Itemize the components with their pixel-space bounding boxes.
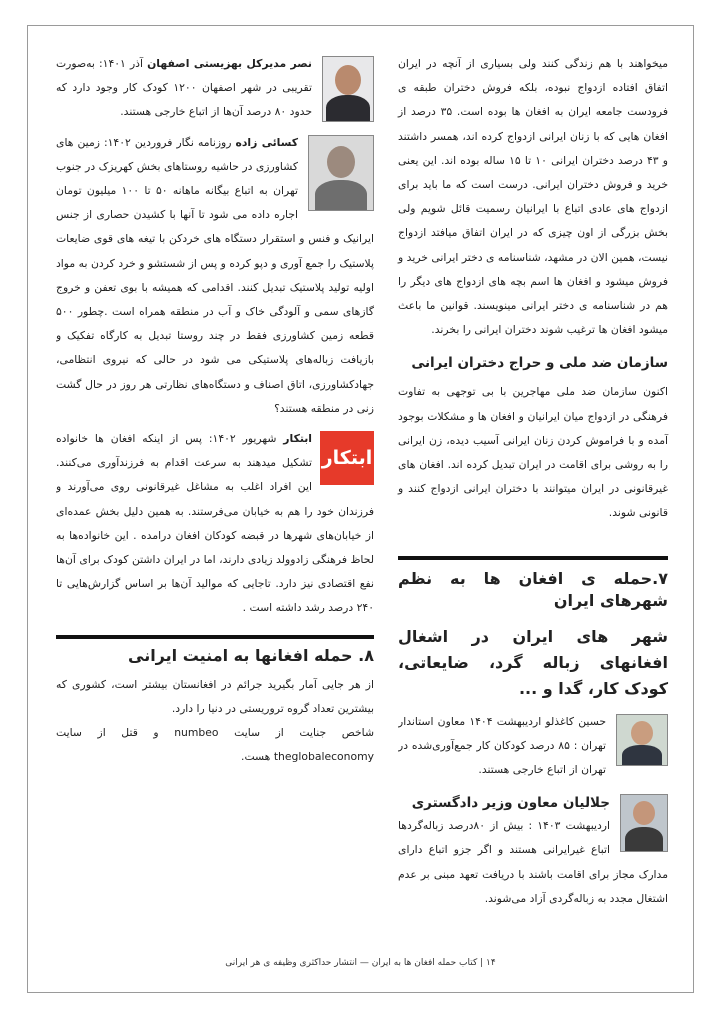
section-8-header (56, 635, 374, 667)
quote-jalalian (398, 790, 668, 911)
quote-nasr-text: آذر ۱۴۰۱: به‌صورت تقریبی در شهر اصفهان ۱۲۰۰ کودک کار وجود دارد که حدود ۸۰ درصد آن‌ها از اتباع خارجی هستند. (56, 57, 312, 119)
quote-nasr-name: نصر مدیرکل بهزیستی اصفهان (147, 57, 312, 70)
org-paragraph: اکنون سازمان ضد ملی مهاجرین با بی توجهی به تفاوت فرهنگی در ازدواج میان ایرانیان و افغان ها و مشکلات بوجود آمده و با فراموش کردن زنان ایرانی آسیب دیده، زن ایرانی را به روشی برای اقامت در ایران تبدیل کرده اند. افغان های غیرقانونی در ایران میتوانند با دختران ایرانی ازدواج کنند و قانونی شوند. (398, 385, 668, 520)
quote-jalalian-name: جلالیان معاون وزیر دادگستری (411, 795, 610, 812)
section-8-title: ۸. حمله افغانها به امنیت ایرانی (128, 645, 374, 665)
left-column (56, 52, 374, 769)
quote-kaghazlou-text: حسین کاغذلو اردیبهشت ۱۴۰۴ معاون استاندار تهران : ۸۵ درصد کودکان کار جمع‌آوری‌شده در تهران از اتباع خارجی هستند. (398, 714, 606, 777)
section-7-header (398, 556, 668, 612)
quote-kasaei-text: روزنامه نگار فروردین ۱۴۰۲: زمین های کشاورزی در حاشیه روستاهای بخش کهریزک در جنوب تهران به اتباع بیگانه ماهانه ۵۰ تا ۱۰۰ میلیون تومان اجاره داده می شود تا آنها با کشیدن حصاری از جنس ایرانیک و فنس و استقرار دستگاه های خردکن با تیغه های قوی ضایعات پلاستیک را جمع آوری و دپو کرده و پس از شستشو و خرد کردن به مواد اولیه تولید پلاستیک تبدیل کنند. اقدامی که همیشه با بوی تعفن و خروج گازهای سمی و آلودگی خاک و آب در منطقه همراه است .چطور ۵۰۰ قطعه زمین کشاورزی فقط در چند روستا تبدیل به کارگاه تفکیک و بازیافت زباله‌های پلاستیکی می شود در حالی که نیروی انتظامی، جهادکشاورزی، اتاق اصناف و دستگاه‌های نظارتی هر روز در حال گشت زنی در منطقه هستند؟ (56, 135, 374, 415)
page-footer: ۱۴ | کتاب حمله افغان ها به ایران — انتشار حداکثری وظیفه ی هر ایرانی (225, 958, 496, 968)
section-7-subtitle: شهر های ایران در اشغال افغانهای زباله گرد، ضایعاتی، کودک کار، گدا و ... (398, 626, 668, 698)
quote-kasaei (56, 131, 374, 421)
portrait-photo (616, 714, 668, 766)
quote-ebtekar-name: ابتکار (283, 432, 313, 446)
heading-anti-national-org: سازمان ضد ملی و حراج دختران ایرانی (411, 355, 668, 372)
quote-nasr (56, 52, 374, 125)
quote-kasaei-name: کسائی زاده (235, 135, 298, 149)
quote-kaghazlou (398, 710, 668, 783)
intro-paragraph: میخواهند با هم زندگی کنند ولی بسیاری از آنچه در ایران اتفاق افتاده ازدواج نبوده، بلکه فروش دختران طبقه ی فرودست جامعه ایران به افغان ها بوده است. ۳۵ درصد از افغان هایی که با زنان ایرانی ازدواج کرده اند، همسر داشتند و ۴۳ درصد دختران ایرانی ۱۰ تا ۱۵ ساله بوده اند. این یعنی خرید و فروش دختران ایرانی. درست است که ما باید برای ازدواج های عادی اتباع با ایرانیان رسمیت قائل شویم ولی بخش بزرگی از اون چیزی که در ایران اتفاق میافتد ازدواج نیست، همین الان در مشهد، شناسنامه ی دختر ایرانی خرید و فروش میشود و افغان ها اسم بچه های ازدواج های دیگر را هم در شناسنامه ی دختر ایرانی مینویسند. قوانین ما باعث میشود افغان ها ترغیب شوند دختران ایرانی را بخرند. (398, 57, 669, 337)
portrait-photo (308, 135, 374, 211)
section-7-title: ۷.حمله ی افغان ها به نظم شهرهای ایران (398, 568, 668, 610)
quote-ebtekar (56, 427, 374, 621)
quote-ebtekar-text: شهریور ۱۴۰۲: پس از اینکه افغان ها خانواده تشکیل میدهند به سرعت اقدام به فرزندآوری می‌کنند. این افراد اغلب به مشاغل غیرقانونی روی می‌آورند و فرزندان خود را هم به خیابان می‌فرستند. به همین دلیل بخش عمده‌ای از خیابان‌های شهرها در قبضه کودکان افغان درامده . این خانواده‌ها به لحاظ فرهنگی زادوولد زیادی دارند، اما در ایران داشتن کودک برای آن‌ها نفع اقتصادی نیز دارد. تاجایی که موالید آن‌ها بر اساس گزارش‌هایی تا ۲۴۰ درصد رشد داشته است . (56, 432, 374, 615)
section-8-paragraph-2: شاخص جنایت از سایت numbeo و قتل از سایت theglobaleconomy هست. (56, 726, 374, 764)
right-column (398, 52, 668, 911)
portrait-photo (322, 56, 374, 122)
portrait-photo (620, 794, 668, 852)
ebtekar-logo: ابتکار (320, 431, 374, 485)
quote-jalalian-text: اردیبهشت ۱۴۰۳ : بیش از ۸۰درصد زباله‌گردها اتباع غیرایرانی هستند و اگر جزو اتباع دارای مدارک مجاز برای اقامت باشند با دریافت تعهد مبنی بر عدم اشتغال مجدد به زباله‌گردی آزاد می‌شوند. (398, 819, 668, 905)
section-8-paragraph-1: از هر جایی آمار بگیرید جرائم در افغانستان بیشتر است، کشوری که بیشترین تعداد گروه تروریستی در دنیا را دارد. (56, 677, 374, 715)
